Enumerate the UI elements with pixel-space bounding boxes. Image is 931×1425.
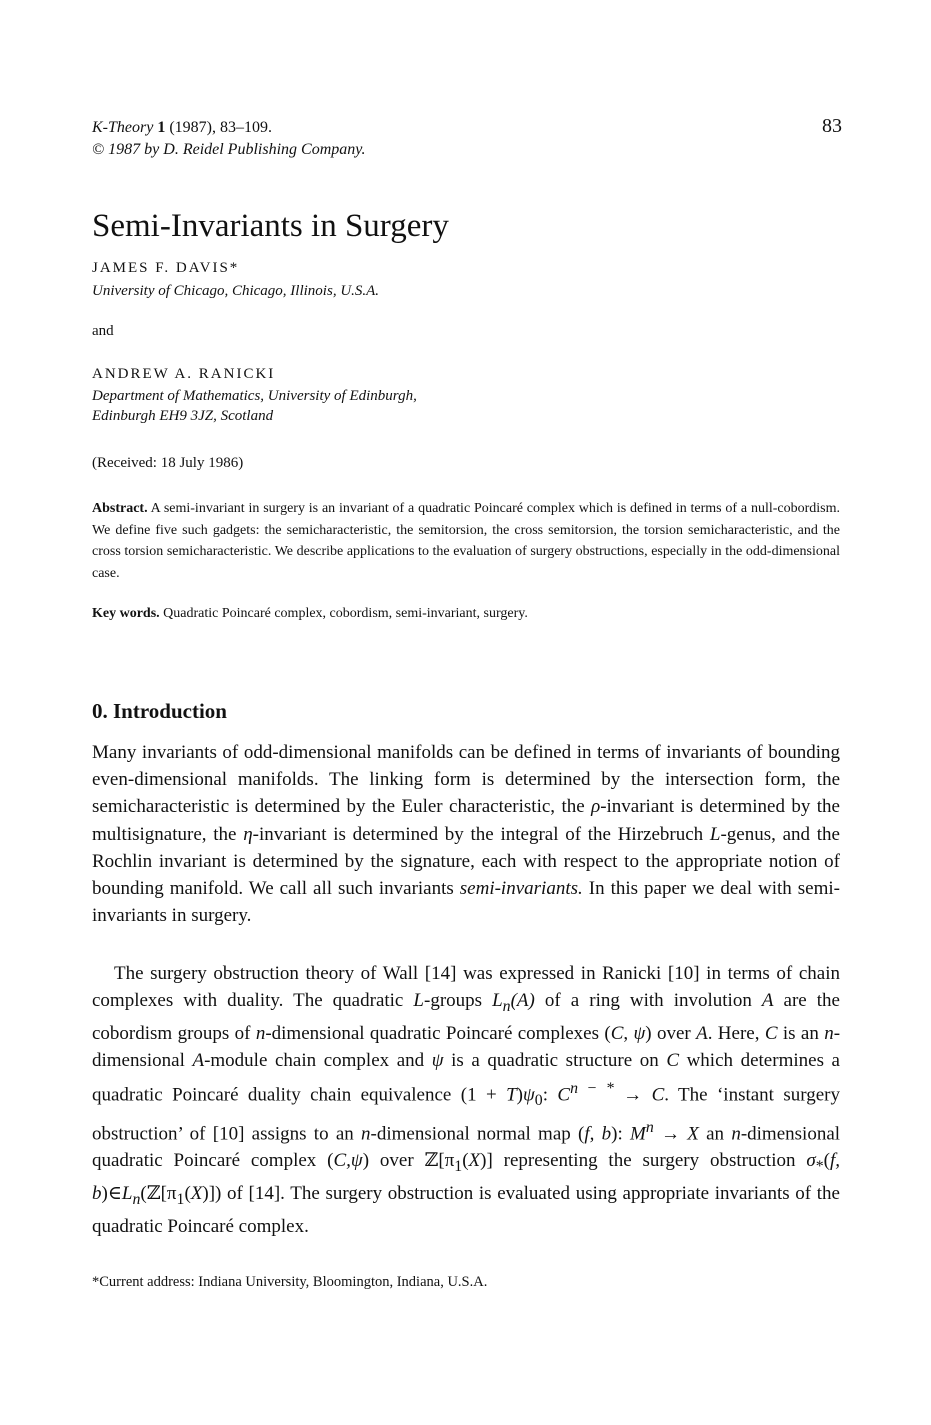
journal-year-pages: (1987), 83–109. [169, 119, 272, 136]
author-conjunction: and [92, 323, 114, 339]
author-name-2: ANDREW A. RANICKI [92, 366, 276, 382]
paper-title: Semi-Invariants in Surgery [92, 208, 449, 244]
abstract-text: A semi-invariant in surgery is an invariant of a quadratic Poincaré complex which is defined in terms of a null-cobordism. We define five such gadgets: the semicharacteristic, the semitorsion, the cross semitorsion, the torsion semicharacteristic, and the cross torsion semicharacteristic. We describe applications to the evaluation of surgery obstructions, especially in the odd-dimensional case. [92, 501, 840, 581]
copyright-line: © 1987 by D. Reidel Publishing Company. [92, 141, 366, 158]
abstract [92, 498, 840, 584]
journal-citation [92, 117, 365, 161]
keywords-label: Key words. [92, 606, 160, 621]
keywords [92, 606, 840, 622]
received-date: (Received: 18 July 1986) [92, 455, 244, 471]
footnote: *Current address: Indiana University, Bloomington, Indiana, U.S.A. [92, 1274, 488, 1290]
journal-reference [92, 117, 365, 139]
journal-name: K-Theory [92, 119, 154, 136]
keywords-text: Quadratic Poincaré complex, cobordism, semi-invariant, surgery. [163, 606, 528, 621]
page-number: 83 [822, 115, 842, 137]
intro-paragraph-1: Many invariants of odd-dimensional manifolds can be defined in terms of invariants of bounding even-dimensional manifolds. The linking form is determined by the intersection form, the semicharacteristic is determined by the Euler characteristic, the ρ-invariant is determined by the multisignature, the η-invariant is determined by the integral of the Hirzebruch L-genus, and the Rochlin invariant is determined by the signature, each with respect to the appropriate notion of bounding manifold. We call all such invariants semi-invariants. In this paper we deal with semi-invariants in surgery. [92, 742, 840, 927]
author-name-1: JAMES F. DAVIS* [92, 260, 240, 276]
intro-paragraph-2: The surgery obstruction theory of Wall [14] was expressed in Ranicki [10] in terms of chain complexes with duality. The quadratic L-groups $L_n(A)$ of a ring with involution A are the cobordism groups of n-dimensional quadratic Poincaré complexes (C, ψ) over A. Here, C is an n-dimensional A-module chain complex and ψ is a quadratic structure on C which determines a quadratic Poincaré duality chain equivalence $(1 + T)\psi_0$: $C^{n - *} \to C$. The ‘instant surgery obstruction’ of [10] assigns to an n-dimensional normal map (f, b): $M^n \to X$ an n-dimensional quadratic Poincaré complex (C,ψ) over $ℤ[\pi_1(X)]$ representing the surgery obstruction $\sigma_*(f$, $b)\in L_n(ℤ[\pi_1(X)])$ of [14]. The surgery obstruction is evaluated using appropriate invariants of the quadratic Poincaré complex. [92, 963, 841, 1238]
journal-volume: 1 [157, 119, 166, 136]
author-affiliation-2-line-1: Department of Mathematics, University of Edinburgh, [92, 388, 417, 404]
abstract-label: Abstract. [92, 501, 148, 516]
section-heading: 0. Introduction [92, 699, 227, 723]
author-affiliation-1: University of Chicago, Chicago, Illinois, U.S.A. [92, 283, 380, 299]
author-affiliation-2-line-2: Edinburgh EH9 3JZ, Scotland [92, 408, 274, 424]
